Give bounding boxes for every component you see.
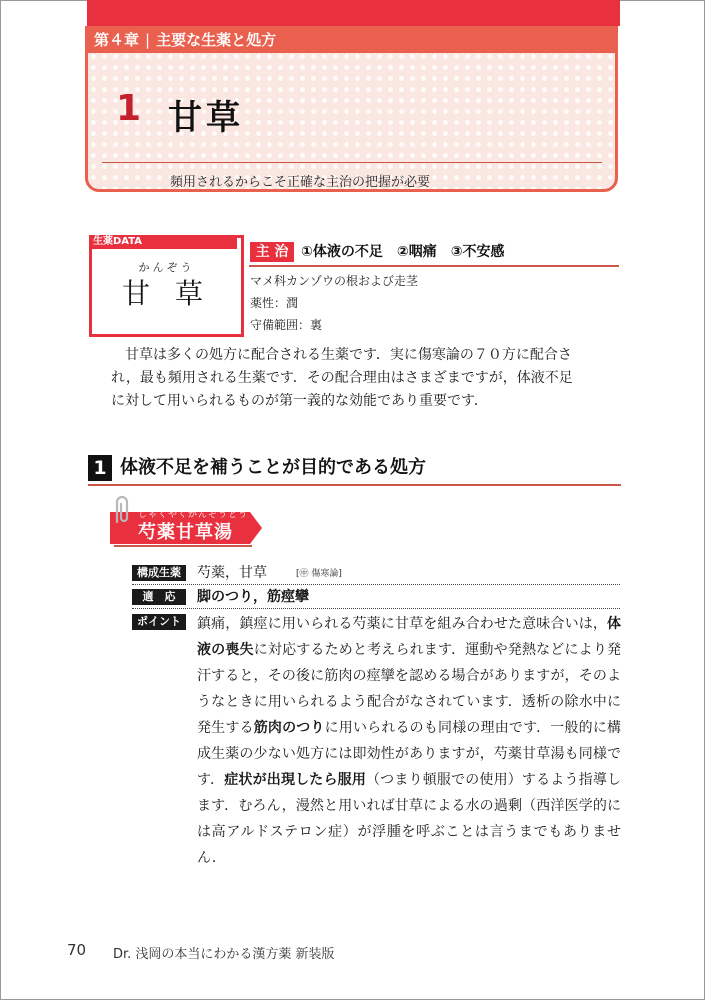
book-title: Dr. 浅岡の本当にわかる漢方薬 新装版 <box>113 947 335 962</box>
drug-name: 甘 草 <box>122 277 211 310</box>
indication-tag: 適 応 <box>132 589 186 605</box>
page-title: 甘草 <box>168 98 244 138</box>
title-divider <box>102 162 602 163</box>
formula-name: 芍薬甘草湯 <box>138 522 233 543</box>
composition-tag: 構成生薬 <box>132 565 186 581</box>
shuji-tag: 主 治 <box>250 242 294 262</box>
formula-ruby: しゃくやくかんぞうとう <box>138 510 249 520</box>
section-divider <box>88 484 621 486</box>
drug-scope: 守備範囲：裏 <box>250 318 323 332</box>
drug-property: 薬性：潤 <box>250 296 299 310</box>
indication-text: 脚のつり，筋痙攣 <box>197 589 309 605</box>
chapter-bar <box>85 26 618 53</box>
point-tag: ポイント <box>132 614 186 630</box>
title-number: 1 <box>116 88 142 129</box>
point-emphasis: 症状が出現したら服用 <box>224 772 366 788</box>
page-subtitle: 頻用されるからこそ正確な主治の把握が必要 <box>170 175 431 190</box>
point-emphasis: 筋肉のつり <box>253 720 325 736</box>
intro-line: れ，最も頻用される生薬です．その配合理由はさまざまですが，体液不足 <box>111 370 573 386</box>
row-divider <box>132 584 620 585</box>
point-segment: に対応するためと考えられます．運動や発熱などにより発汗すると，その後に筋肉の痙攣を認める場合がありますが，そのようなときに用いられるよう配合がなされています．透析の除水中に発生する <box>197 642 622 736</box>
shuji-text: ①体液の不足 ②咽痛 ③不安感 <box>301 244 505 260</box>
paperclip-icon <box>111 494 133 524</box>
intro-line: 甘草は多くの処方に配合される生薬です．実に傷寒論の７０方に配合さ <box>111 347 572 363</box>
drug-origin: マメ科カンゾウの根および走茎 <box>250 274 419 288</box>
point-segment: （つまり頓服での使用）するよう指導します．むろん，漫然と用いれば甘草による水の過剰（西洋医学的には高アルドステロン症）が浮腫を呼ぶことは言うまでもありません． <box>197 772 621 866</box>
composition-text: 芍薬，甘草 <box>197 565 267 581</box>
chapter-separator: | <box>145 30 151 49</box>
chapter-number: 第４章 <box>94 31 140 49</box>
section-number: 1 <box>88 455 112 481</box>
point-emphasis: 体液の喪失 <box>197 616 621 658</box>
row-divider <box>132 608 620 609</box>
page-number: 70 <box>67 941 87 959</box>
top-color-bar <box>87 0 620 26</box>
point-segment: に用いられるのも同様の理由です．一般的に構成生薬の少ない処方には即効性がありますが，芍薬甘草湯も同様です． <box>197 720 622 788</box>
chapter-name: 主要な生薬と処方 <box>156 31 277 49</box>
point-text <box>197 611 621 871</box>
drug-data-label: 生薬DATA <box>89 235 237 249</box>
section-title: 体液不足を補うことが目的である処方 <box>120 457 426 478</box>
point-segment: 鎮痛，鎮痙に用いられる芍薬に甘草を組み合わせた意味合いは， <box>197 616 607 632</box>
intro-line: に対して用いられるものが第一義的な効能であり重要です． <box>111 393 488 409</box>
source-tag: [㊥ 傷寒論] <box>296 569 342 579</box>
shuji-divider <box>249 265 619 267</box>
drug-ruby: かんぞう <box>138 261 195 274</box>
